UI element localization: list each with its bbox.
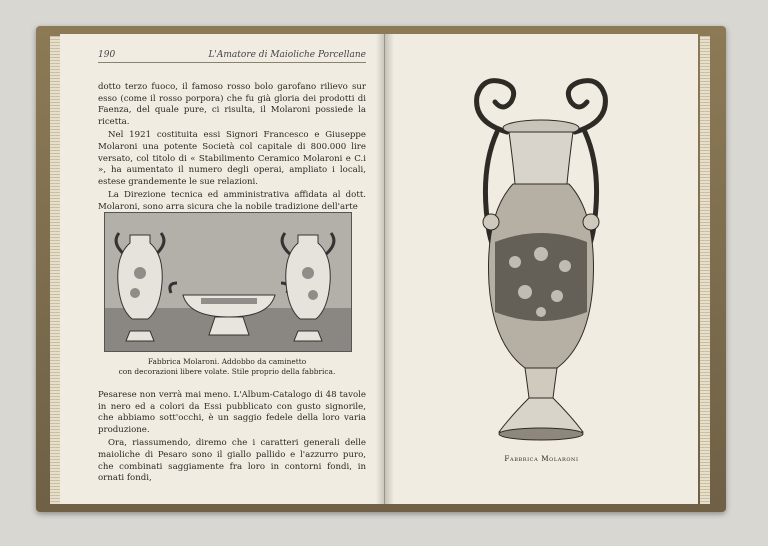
left-page: [60, 34, 385, 504]
caption-line-1: Fabbrica Molaroni. Addobbo da caminetto: [147, 357, 307, 366]
right-page: [385, 34, 698, 504]
paragraph: Ora, riassumendo, diremo che i caratteri generali delle maioliche di Pesaro sono il giallo pallido e l'azzurro puro, che combinati saggiamente fra loro in contorni fondi, in ornati fondi,: [98, 438, 366, 484]
photo-caption: [104, 357, 350, 377]
paragraph: Nel 1921 costituita essi Signori Francesco e Giuseppe Molaroni una potente Società col capitale di 800.000 lire versato, col titolo di « Stabilimento Ceramico Molaroni e C.i », ha aumentato il numero degli operai, ampliato i locali, estese grandemente le sue relazioni.: [98, 130, 366, 187]
page-edges-left: [50, 36, 60, 504]
page-edges-right: [700, 36, 710, 504]
paragraph: Pesarese non verrà mai meno. L'Album-Catalogo di 48 tavole in nero ed a colori da Essi pubblicato con gusto signorile, che abbiamo sott'occhi, è un saggio fedele della loro varia produzione.: [98, 390, 366, 435]
running-title: L'Amatore di Maioliche Porcellane: [208, 50, 366, 60]
paragraph: La Direzione tecnica ed amministrativa affidata al dott. Molaroni, sono arra sicura che la nobile tradizione dell'arte: [98, 190, 366, 212]
running-header: [98, 50, 366, 63]
page-number: 190: [98, 50, 116, 60]
amphora-illustration: [461, 72, 621, 452]
open-book: [36, 26, 726, 512]
vase-plate: [461, 72, 621, 452]
body-text-bottom: [98, 390, 366, 487]
caption-line-2: con decorazioni libere volate. Stile proprio della fabbrica.: [118, 367, 336, 376]
paragraph: dotto terzo fuoco, il famoso rosso bolo garofano rilievo sur esso (come il rosso porpora) che fu già gloria dei prodotti di Faenza, del quale pure, ci risulta, il Molaroni possiede la ricetta.: [98, 82, 366, 127]
photo-mantel-set: [104, 212, 352, 352]
ceramics-photo-illustration: [105, 213, 351, 351]
plate-caption: Fabbrica Molaroni: [504, 454, 579, 463]
body-text-top: [98, 82, 366, 216]
